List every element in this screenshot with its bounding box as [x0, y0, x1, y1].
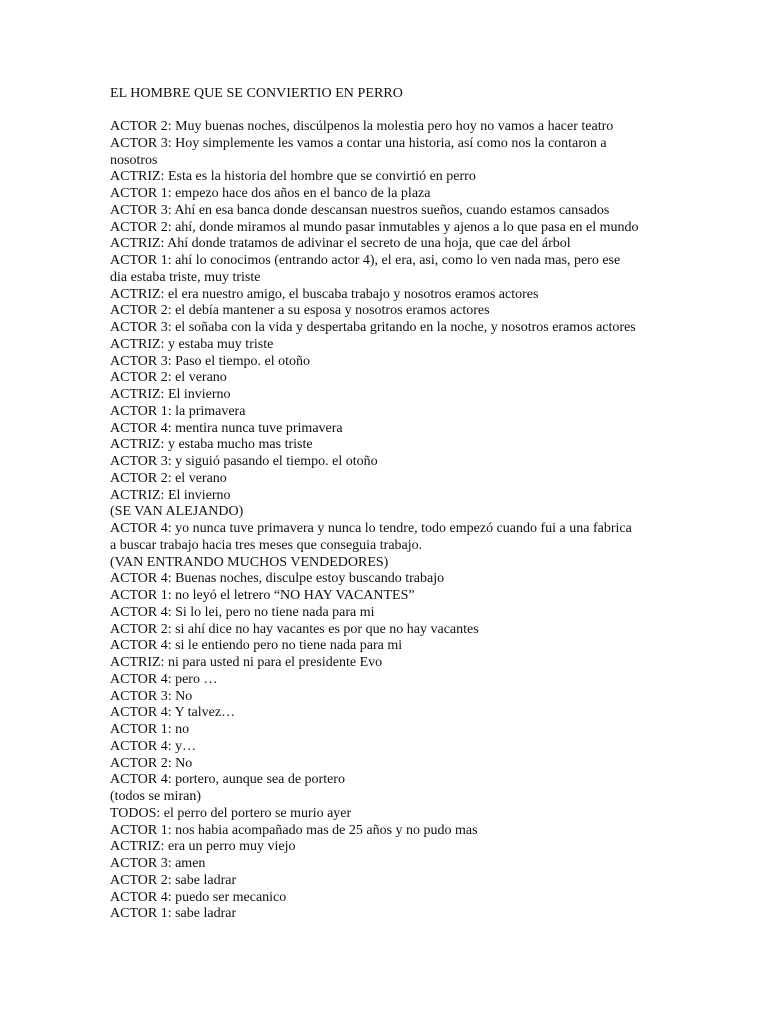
script-line: ACTRIZ: y estaba mucho mas triste [110, 437, 313, 453]
script-line: a buscar trabajo hacia tres meses que conseguia trabajo. [110, 537, 423, 553]
script-line: ACTOR 1: la primavera [110, 403, 246, 419]
script-body [110, 119, 710, 923]
script-line: ACTOR 3: Hoy simplemente les vamos a contar una historia, así como nos la contaron a [110, 135, 607, 151]
script-line: ACTRIZ: El invierno [110, 387, 231, 402]
script-line: ACTOR 4: mentira nunca tuve primavera [110, 420, 343, 436]
script-line: ACTOR 4: Si lo lei, pero no tiene nada para mi [110, 604, 375, 620]
script-line: ACTRIZ: ni para usted ni para el presidente Evo [110, 655, 383, 670]
script-line: ACTOR 4: portero, aunque sea de portero [110, 772, 345, 788]
script-line: ACTOR 2: el verano [110, 470, 227, 486]
script-line: ACTOR 3: el soñaba con la vida y despertaba gritando en la noche, y nosotros eramos actores [110, 320, 636, 335]
script-line: ACTOR 2: No [110, 755, 193, 771]
script-line: ACTOR 1: no [110, 722, 190, 737]
script-line: dia estaba triste, muy triste [110, 269, 261, 285]
script-line: ACTOR 3: No [110, 688, 193, 704]
script-line: ACTOR 4: Buenas noches, disculpe estoy buscando trabajo [110, 571, 445, 587]
script-line: ACTOR 2: el verano [110, 370, 227, 386]
script-line: ACTOR 4: Y talvez… [110, 705, 236, 721]
script-line: (todos se miran) [110, 789, 201, 804]
script-line: ACTOR 2: el debía mantener a su esposa y nosotros eramos actores [110, 303, 490, 319]
script-line: ACTOR 1: empezo hace dos años en el banco de la plaza [110, 186, 431, 201]
script-line: ACTOR 4: si le entiendo pero no tiene nada para mi [110, 638, 403, 654]
script-line: ACTOR 4: pero … [110, 671, 218, 687]
script-line: ACTOR 3: Paso el tiempo. el otoño [110, 353, 311, 369]
script-line: TODOS: el perro del portero se murio ayer [110, 805, 352, 821]
script-line: ACTOR 2: ahí, donde miramos al mundo pasar inmutables y ajenos a lo que pasa en el mundo [110, 219, 639, 235]
script-line: ACTOR 4: y… [110, 738, 197, 754]
script-line: ACTOR 1: ahí lo conocimos (entrando actor 4), el era, asi, como lo ven nada mas, pero ese [110, 253, 621, 268]
script-line: ACTOR 1: no leyó el letrero “NO HAY VACANTES” [110, 588, 415, 603]
script-line: ACTOR 2: Muy buenas noches, discúlpenos la molestia pero hoy no vamos a hacer teatro [110, 119, 614, 134]
script-line: ACTOR 3: y siguió pasando el tiempo. el otoño [110, 454, 378, 469]
script-line: (SE VAN ALEJANDO) [110, 504, 244, 520]
script-line: ACTRIZ: Ahí donde tratamos de adivinar el secreto de una hoja, que cae del árbol [110, 236, 571, 252]
script-line: ACTOR 1: sabe ladrar [110, 906, 237, 922]
script-line: ACTRIZ: y estaba muy triste [110, 336, 274, 352]
script-line: (VAN ENTRANDO MUCHOS VENDEDORES) [110, 554, 389, 570]
script-line: ACTOR 3: Ahí en esa banca donde descansan nuestros sueños, cuando estamos cansados [110, 202, 610, 218]
document-title: EL HOMBRE QUE SE CONVIERTIO EN PERRO [110, 86, 403, 101]
script-line: nosotros [110, 152, 158, 168]
script-line: ACTRIZ: Esta es la historia del hombre que se convirtió en perro [110, 169, 476, 185]
script-line: ACTOR 4: puedo ser mecanico [110, 889, 287, 905]
script-line: ACTOR 2: sabe ladrar [110, 872, 237, 888]
script-line: ACTOR 4: yo nunca tuve primavera y nunca lo tendre, todo empezó cuando fui a una fabrica [110, 521, 632, 536]
script-line: ACTRIZ: el era nuestro amigo, el buscaba trabajo y nosotros eramos actores [110, 286, 539, 302]
script-line: ACTOR 2: si ahí dice no hay vacantes es por que no hay vacantes [110, 621, 479, 637]
script-line: ACTRIZ: era un perro muy viejo [110, 839, 296, 855]
script-line: ACTRIZ: El invierno [110, 487, 231, 503]
script-line: ACTOR 3: amen [110, 856, 206, 871]
script-line: ACTOR 1: nos habia acompañado mas de 25 años y no pudo mas [110, 822, 478, 838]
